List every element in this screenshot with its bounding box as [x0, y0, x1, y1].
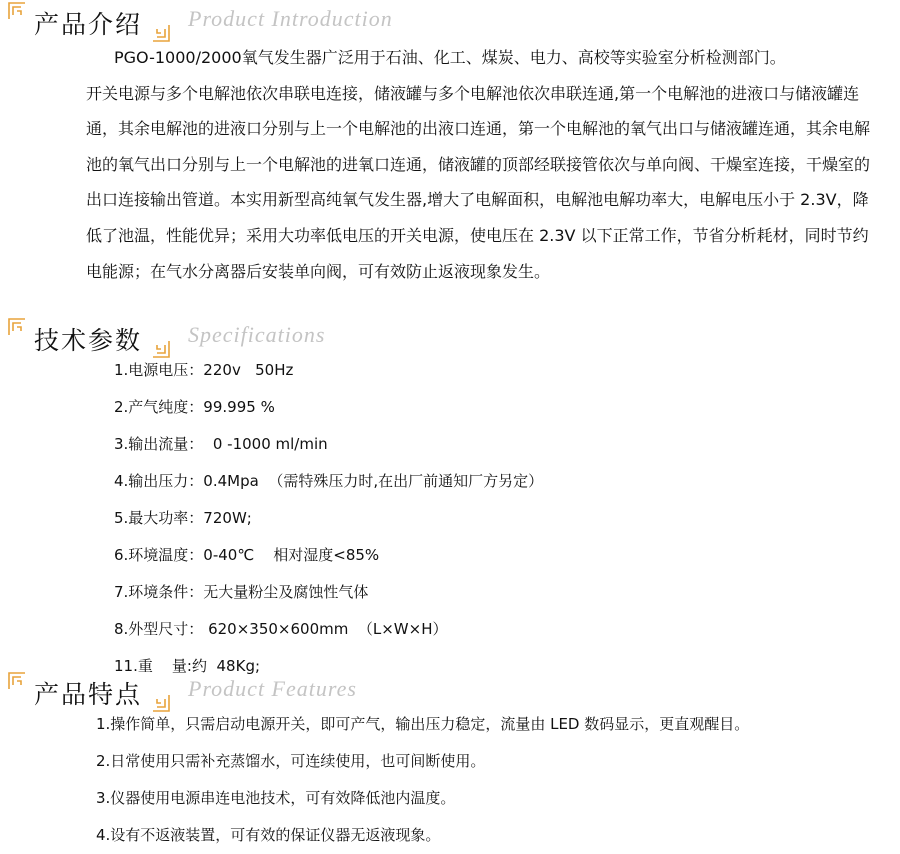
spec-item: 3.输出流量： 0 -1000 ml/min — [114, 435, 328, 453]
corner-ornament-icon — [8, 672, 26, 690]
intro-paragraph: 开关电源与多个电解池依次串联电连接，储液罐与多个电解池依次串联连通,第一个电解池的进液口与储液罐连通，其余电解池的进液口分别与上一个电解池的出液口连通，第一个电解池的氧气出口与储液罐连通，其余电解池的氧气出口分别与上一个电解池的进氧口连通，储液罐的顶部经联接管依次与单向阀、干燥室连接，干燥室的出口连接输出管道。本实用新型高纯氧气发生器,增大了电解面积，电解池电解功率大，电解电压小于 2.3V，降低了池温，性能优异；采用大功率低电压的开关电源，使电压在 2.3V 以下正常工作，节省分析耗材，同时节约电能源；在气水分离器后安装单向阀，可有效防止返液现象发生。 — [86, 83, 871, 281]
header-frame — [8, 2, 170, 42]
section-subtitle: Product Introduction — [188, 6, 393, 31]
spec-item: 4.输出压力：0.4Mpa （需特殊压力时,在出厂前通知厂方另定） — [114, 472, 544, 490]
intro-text — [86, 40, 876, 289]
spec-item: 1.电源电压：220v 50Hz — [114, 361, 294, 379]
feature-item: 4.设有不返液装置，可有效的保证仪器无返液现象。 — [96, 826, 441, 844]
feature-item: 1.操作简单，只需启动电源开关，即可产气，输出压力稳定，流量由 LED 数码显示，更直观醒目。 — [96, 715, 750, 733]
spec-item: 2.产气纯度：99.995 % — [114, 398, 275, 416]
spec-item: 6.环境温度：0-40℃ 相对湿度<85% — [114, 546, 380, 564]
corner-ornament-icon — [8, 2, 26, 20]
spec-item: 5.最大功率：720W; — [114, 509, 252, 527]
section-subtitle: Specifications — [188, 322, 326, 347]
section-title: 技术参数 — [34, 326, 143, 355]
corner-ornament-icon — [8, 318, 26, 336]
spec-item: 7.环境条件：无大量粉尘及腐蚀性气体 — [114, 583, 369, 601]
feature-item: 2.日常使用只需补充蒸馏水，可连续使用，也可间断使用。 — [96, 752, 486, 770]
feature-list — [96, 706, 749, 854]
section-subtitle: Product Features — [188, 676, 357, 701]
section-title: 产品特点 — [34, 680, 143, 709]
intro-paragraph: PGO-1000/2000氧气发生器广泛用于石油、化工、煤炭、电力、高校等实验室分析检测部门。 — [114, 48, 786, 67]
spec-item: 8.外型尺寸： 620×350×600mm （L×W×H） — [114, 620, 448, 638]
section-header-intro — [0, 0, 900, 44]
section-title: 产品介绍 — [34, 10, 143, 39]
feature-item: 3.仪器使用电源串连电池技术，可有效降低池内温度。 — [96, 789, 456, 807]
spec-list — [114, 352, 543, 685]
spec-item: 11.重 量:约 48Kg; — [114, 657, 261, 675]
